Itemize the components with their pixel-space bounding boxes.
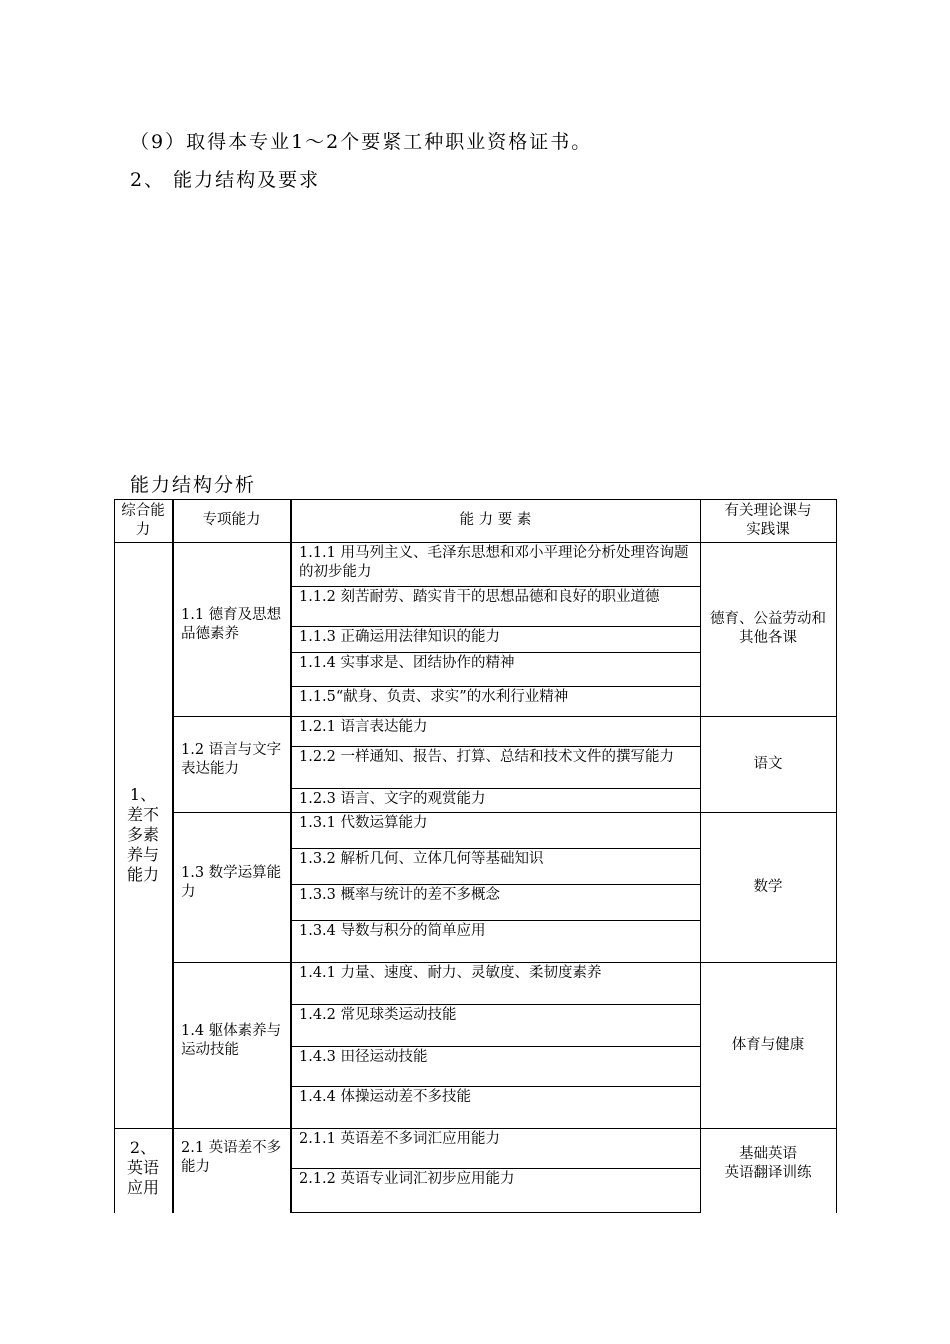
course-label: 数学 (753, 878, 783, 895)
composite-label: 2、英语应用 (126, 1138, 159, 1197)
element-item: 1.4.3 田径运动技能 (299, 1049, 428, 1065)
header-special: 专项能力 (202, 512, 261, 528)
item-9-text: （9）取得本专业1～2个要紧工种职业资格证书。 (130, 131, 593, 153)
element-item: 1.3.4 导数与积分的简单应用 (299, 923, 486, 939)
element-item: 1.4.2 常见球类运动技能 (299, 1007, 457, 1023)
course-label: 基础英语 英语翻译训练 (724, 1146, 812, 1181)
special-ability-label: 1.3 数学运算能力 (181, 865, 282, 900)
element-item: 1.2.3 语言、文字的观赏能力 (299, 791, 486, 807)
element-item: 1.3.2 解析几何、立体几何等基础知识 (299, 851, 544, 867)
header-elements: 能 力 要 素 (459, 512, 532, 528)
special-ability-label: 1.4 躯体素养与运动技能 (181, 1023, 282, 1058)
element-item: 1.4.1 力量、速度、耐力、灵敏度、柔韧度素养 (299, 965, 602, 981)
special-ability-label: 1.2 语言与文字表达能力 (181, 742, 282, 777)
element-item: 2.1.2 英语专业词汇初步应用能力 (299, 1171, 515, 1187)
special-ability-label: 1.1 德育及思想品德素养 (181, 607, 282, 642)
header-courses: 有关理论课与实践课 (724, 502, 812, 538)
header-composite: 综合能力 (121, 502, 165, 538)
element-item: 1.1.5“献身、负责、求实”的水利行业精神 (299, 689, 569, 705)
element-item: 1.3.1 代数运算能力 (299, 815, 428, 831)
element-item: 1.1.1 用马列主义、毛泽东思想和邓小平理论分析处理咨询题的初步能力 (299, 545, 689, 580)
element-item: 1.2.1 语言表达能力 (299, 719, 428, 735)
course-label: 德育、公益劳动和其他各课 (710, 611, 826, 646)
special-ability-label: 2.1 英语差不多能力 (181, 1140, 282, 1175)
element-item: 1.2.2 一样通知、报告、打算、总结和技术文件的撰写能力 (299, 749, 675, 765)
course-label: 体育与健康 (731, 1036, 805, 1053)
element-item: 1.1.4 实事求是、团结协作的精神 (299, 655, 515, 671)
course-label: 语文 (753, 755, 783, 772)
element-item: 1.1.3 正确运用法律知识的能力 (299, 629, 501, 645)
element-item: 1.3.3 概率与统计的差不多概念 (299, 887, 501, 903)
table-caption: 能力结构分析 (130, 474, 257, 496)
composite-label: 1、差不多素养与能力 (126, 785, 159, 884)
element-item: 1.1.2 刻苦耐劳、踏实肯干的思想品德和良好的职业道德 (299, 589, 660, 605)
section-2-heading: 2、 能力结构及要求 (130, 169, 321, 191)
element-item: 2.1.1 英语差不多词汇应用能力 (299, 1131, 501, 1147)
element-item: 1.4.4 体操运动差不多技能 (299, 1089, 472, 1105)
